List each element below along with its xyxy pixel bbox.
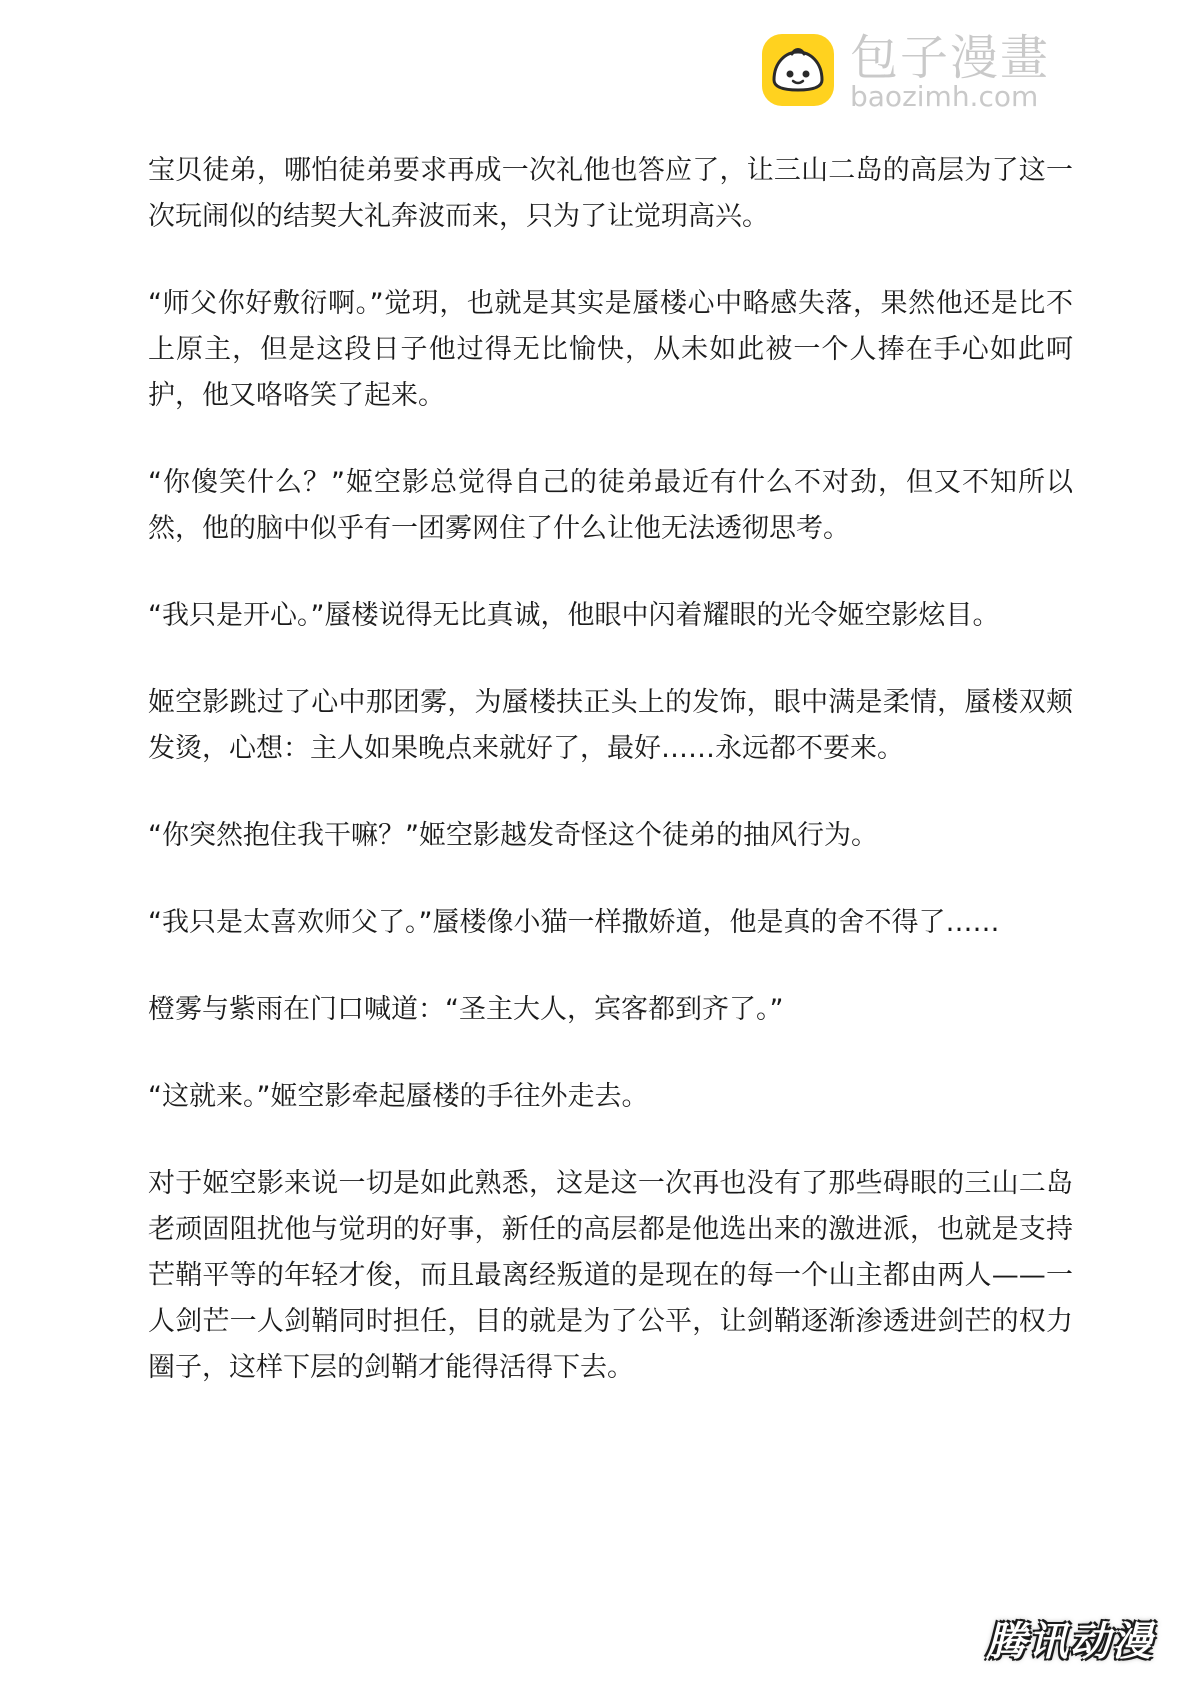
paragraph-9: “这就来。”姬空影牵起蜃楼的手往外走去。 xyxy=(148,1081,649,1112)
paragraph-2: “师父你好敷衍啊。”觉玥，也就是其实是蜃楼心中略感失落，果然他还是比不上原主，但是这段日子他过得无比愉快，从未如此被一个人捧在手心如此呵护，他又咯咯笑了起来。 xyxy=(148,288,1073,411)
paragraph-8: 橙雾与紫雨在门口喊道：“圣主大人，宾客都到齐了。” xyxy=(148,994,784,1025)
brand-name: 包子漫畫 xyxy=(850,30,1051,86)
paragraph-7: “我只是太喜欢师父了。”蜃楼像小猫一样撒娇道，他是真的舍不得了…… xyxy=(148,907,1000,938)
brand-url: baozimh.com xyxy=(850,80,1039,113)
paragraph-4: “我只是开心。”蜃楼说得无比真诚，他眼中闪着耀眼的光令姬空影炫目。 xyxy=(148,600,1000,631)
paragraph-1: 宝贝徒弟，哪怕徒弟要求再成一次礼他也答应了，让三山二岛的高层为了这一次玩闹似的结契大礼奔波而来，只为了让觉玥高兴。 xyxy=(148,155,1073,232)
paragraph-3: “你傻笑什么？”姬空影总觉得自己的徒弟最近有什么不对劲，但又不知所以然，他的脑中似乎有一团雾网住了什么让他无法透彻思考。 xyxy=(148,467,1073,544)
brand-logo xyxy=(762,30,1092,112)
paragraph-10: 对于姬空影来说一切是如此熟悉，这是这一次再也没有了那些碍眼的三山二岛老顽固阻扰他与觉玥的好事，新任的高层都是他选出来的激进派，也就是支持芒鞘平等的年轻才俊，而且最离经叛道的是现在的每一个山主都由两人——一人剑芒一人剑鞘同时担任，目的就是为了公平，让剑鞘逐渐渗透进剑芒的权力圈子，这样下层的剑鞘才能得活得下去。 xyxy=(148,1168,1073,1383)
article-body xyxy=(148,148,1073,1432)
bun-face-icon xyxy=(762,34,834,106)
paragraph-6: “你突然抱住我干嘛？”姬空影越发奇怪这个徒弟的抽风行为。 xyxy=(148,820,878,851)
watermark-logo xyxy=(980,1614,1160,1670)
watermark-text: 腾讯动漫 xyxy=(986,1619,1154,1665)
paragraph-5: 姬空影跳过了心中那团雾，为蜃楼扶正头上的发饰，眼中满是柔情，蜃楼双颊发烫，心想：主人如果晚点来就好了，最好……永远都不要来。 xyxy=(148,687,1073,764)
